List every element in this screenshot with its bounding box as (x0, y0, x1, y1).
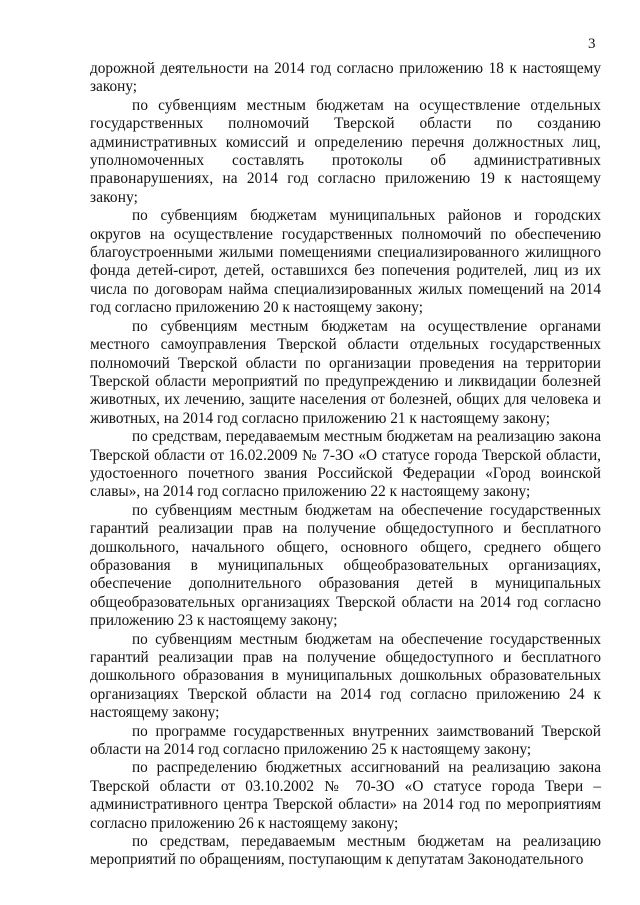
paragraph: по субвенциям бюджетам муниципальных районов и городских округов на осуществление государственных полномочий по обеспечению благоустроенными жилыми помещениями специализированного жилищного фонда детей-сирот, детей, оставшихся без попечения родителей, лиц из их числа по договорам найма специализированных жилых помещений на 2014 год согласно приложению 20 к настоящему закону; (90, 207, 601, 317)
paragraph: по субвенциям местным бюджетам на обеспечение государственных гарантий реализации прав на получение общедоступного и бесплатного дошкольного образования в муниципальных дошкольных образовательных организациях Тверской области на 2014 год согласно приложению 24 к настоящему закону; (90, 630, 601, 722)
paragraph: по средствам, передаваемым местным бюджетам на реализацию закона Тверской области от 16.02.2009 № 7-ЗО «О статусе города Тверской области, удостоенного почетного звания Российской Федерации «Город воинской славы», на 2014 год согласно приложению 22 к настоящему закону; (90, 428, 601, 501)
paragraph: по средствам, передаваемым местным бюджетам на реализацию мероприятий по обращениям, поступающим к депутатам Законодательного (90, 833, 601, 869)
paragraph: по субвенциям местным бюджетам на обеспечение государственных гарантий реализации прав на получение общедоступного и бесплатного дошкольного, начального общего, основного общего, среднего общего образования в муниципальных общеобразовательных организациях, обеспечение дополнительного образования детей в муниципальных общеобразовательных организациях Тверской области на 2014 год согласно приложению 23 к настоящему закону; (90, 501, 601, 630)
paragraph: дорожной деятельности на 2014 год согласно приложению 18 к настоящему закону; (90, 60, 601, 96)
paragraph: по распределению бюджетных ассигнований на реализацию закона Тверской области от 03.10.2002 № 70-ЗО «О статусе города Твери – административного центра Тверской области» на 2014 год по мероприятиям согласно приложению 26 к настоящему закону; (90, 759, 601, 832)
paragraph: по субвенциям местным бюджетам на осуществление отдельных государственных полномочий Тверской области по созданию административных комиссий и определению перечня должностных лиц, уполномоченных составлять протоколы об административных правонарушениях, на 2014 год согласно приложению 19 к настоящему закону; (90, 96, 601, 206)
page-number: 3 (588, 36, 596, 52)
paragraph: по программе государственных внутренних заимствований Тверской области на 2014 год согласно приложению 25 к настоящему закону; (90, 722, 601, 759)
document-body (90, 60, 601, 870)
paragraph: по субвенциям местным бюджетам на осуществление органами местного самоуправления Тверской области отдельных государственных полномочий Тверской области по организации проведения на территории Тверской области мероприятий по предупреждению и ликвидации болезней животных, их лечению, защите населения от болезней, общих для человека и животных, на 2014 год согласно приложению 21 к настоящему закону; (90, 317, 601, 427)
